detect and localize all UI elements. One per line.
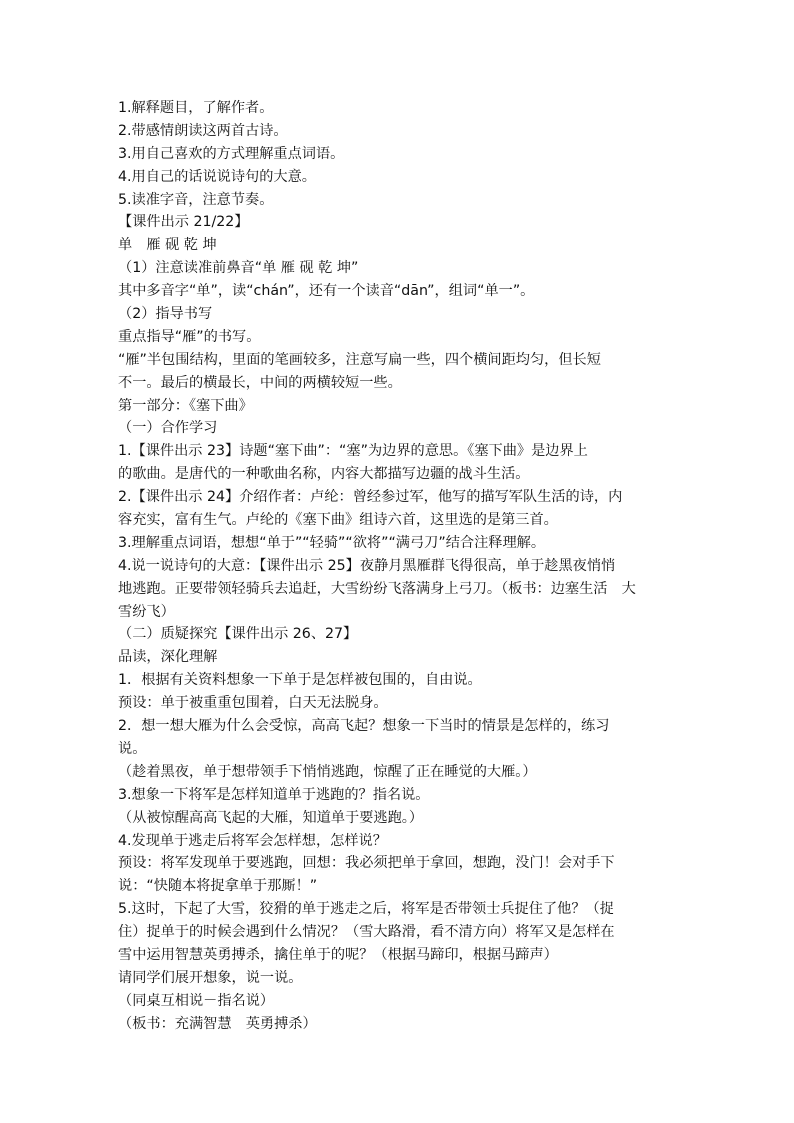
text-line: 2．想一想大雁为什么会受惊，高高飞起？想象一下当时的情景是怎样的，练习 (118, 718, 610, 735)
text-line: 预设：将军发现单于要逃跑，回想：我必须把单于拿回，想跑，没门！会对手下 (118, 855, 615, 872)
text-line: （1）注意读准前鼻音“单 雁 砚 乾 坤” (118, 260, 359, 277)
text-line: 3.想象一下将军是怎样知道单于逃跑的？指名说。 (118, 786, 430, 803)
text-line: 1．根据有关资料想象一下单于是怎样被包围的，自由说。 (118, 672, 482, 689)
text-line: 预设：单于被重重包围着，白天无法脱身。 (118, 695, 388, 712)
text-line: 雪纷飞） (118, 603, 175, 620)
text-line: 单 雁 砚 乾 坤 (118, 237, 217, 254)
text-line: “雁”半包围结构，里面的笔画较多，注意写扁一些，四个横间距均匀，但长短 (118, 351, 601, 368)
text-line: （二）质疑探究【课件出示 26、27】 (118, 626, 358, 643)
text-line: （从被惊醒高高飞起的大雁，知道单于要逃跑。） (118, 809, 424, 826)
text-line: 雪中运用智慧英勇搏杀，擒住单于的呢？（根据马蹄印，根据马蹄声） (118, 946, 558, 963)
text-line: 说：“快随本将捉拿单于那厮！” (118, 878, 318, 895)
text-line: 容充实，富有生气。卢纶的《塞下曲》组诗六首，这里选的是第三首。 (118, 512, 558, 529)
text-line: （趁着黑夜，单于想带领手下悄悄逃跑，惊醒了正在睡觉的大雁。） (118, 763, 537, 780)
text-line: （板书：充满智慧 英勇搏杀） (118, 1015, 317, 1032)
text-line: 住）捉单于的时候会遇到什么情况？（雪大路滑，看不清方向）将军又是怎样在 (118, 924, 615, 941)
text-line: 1.解释题目，了解作者。 (118, 100, 274, 116)
text-line: 第一部分：《塞下曲》 (118, 397, 253, 414)
text-line: 3.用自己喜欢的方式理解重点词语。 (118, 145, 345, 162)
text-line: （2）指导书写 (118, 306, 213, 323)
text-line: 的歌曲。是唐代的一种歌曲名称，内容大都描写边疆的战斗生活。 (118, 466, 530, 483)
text-line: 不一。最后的横最长，中间的两横较短一些。 (118, 374, 402, 391)
text-line: 2.带感情朗读这两首古诗。 (118, 122, 288, 139)
text-line: 3.理解重点词语，想想“单于”“轻骑”“欲将”“满弓刀”结合注释理解。 (118, 534, 546, 551)
text-line: 1.【课件出示 23】诗题“塞下曲”：“塞”为边界的意思。《塞下曲》是边界上 (118, 443, 588, 460)
document-body (118, 97, 688, 1036)
text-line: 重点指导“雁”的书写。 (118, 328, 261, 345)
text-line: 说。 (118, 740, 147, 757)
text-line: 5.读准字音，注意节奏。 (118, 191, 274, 208)
text-line: （同桌互相说－指名说） (118, 992, 275, 1009)
text-line: 2.【课件出示 24】介绍作者：卢纶：曾经参过军，他写的描写军队生活的诗，内 (118, 489, 623, 506)
text-line: 其中多音字“单”，读“chán”，还有一个读音“dān”，组词“单一”。 (118, 283, 535, 300)
text-line: （一）合作学习 (118, 420, 218, 437)
text-line: 4.发现单于逃走后将军会怎样想，怎样说？ (118, 832, 387, 849)
text-line: 地逃跑。正要带领轻骑兵去追赶，大雪纷纷飞落满身上弓刀。（板书：边塞生活 大 (118, 580, 636, 597)
text-line: 品读，深化理解 (118, 649, 218, 666)
text-line: 请同学们展开想象，说一说。 (118, 969, 303, 986)
text-line: 4.用自己的话说说诗句的大意。 (118, 168, 316, 185)
text-line: 4.说一说诗句的大意：【课件出示 25】夜静月黑雁群飞得很高，单于趁黑夜悄悄 (118, 557, 616, 574)
text-line: 【课件出示 21/22】 (118, 214, 249, 231)
text-line: 5.这时，下起了大雪，狡猾的单于逃走之后，将军是否带领士兵捉住了他？（捉 (118, 901, 614, 918)
